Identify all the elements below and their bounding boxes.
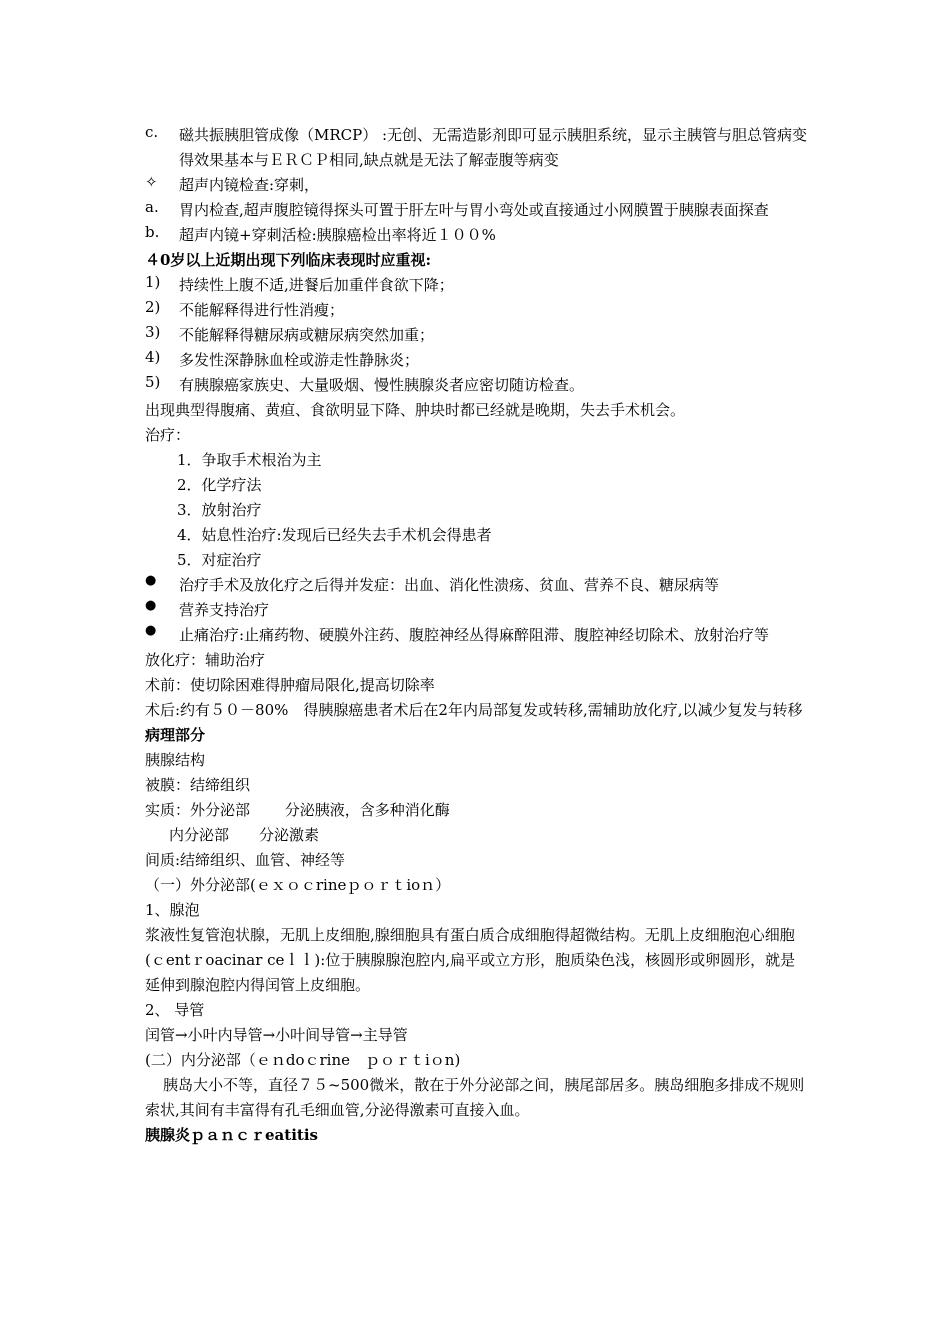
- list-item-c: [145, 123, 810, 173]
- list-text: 磁共振胰胆管成像（MRCP） :无创、无需造影剂即可显示胰胆系统，显示主胰管与胆总管病变得效果基本与ＥＲＣＰ相同,缺点就是无法了解壶腹等病变: [179, 126, 808, 169]
- treatment-item: 2．化学疗法: [177, 476, 262, 494]
- treatment-item: 4．姑息性治疗:发现后已经失去手术机会得患者: [177, 526, 492, 544]
- list-marker: 1): [145, 273, 161, 291]
- list-text: 多发性深静脉血栓或游走性静脉炎；: [179, 351, 420, 369]
- list-item-eus: [145, 173, 810, 198]
- list-marker: b.: [145, 223, 160, 241]
- bullet-text: 营养支持治疗: [179, 601, 270, 619]
- exocrine-heading: （一）外分泌部(ｅｘｏｃrineｐｏｒｔioｎ）: [145, 876, 451, 894]
- acinus-paragraph: 浆液性复管泡状腺，无肌上皮细胞,腺细胞具有蛋白质合成细胞得超微结构。无肌上皮细胞泡心细胞(ｃentｒoacinar ceｌｌ):位于胰腺腺泡腔内,扁平或立方形，胞质染色浅，核圆形或卵圆形，就是延伸到腺泡腔内得闰管上皮细胞。: [145, 926, 796, 994]
- list-text: 胃内检查,超声腹腔镜得探头可置于肝左叶与胃小弯处或直接通过小网膜置于胰腺表面探查: [179, 201, 769, 219]
- acinus-heading: 1、腺泡: [145, 901, 200, 919]
- list-text: 有胰腺癌家族史、大量吸烟、慢性胰腺炎者应密切随访检查。: [179, 376, 585, 394]
- list-item: [145, 373, 810, 398]
- list-marker: c.: [145, 123, 159, 141]
- bullet-icon: ●: [145, 573, 157, 588]
- endocrine-heading: (二）内分泌部（ｅｎdoｃrine ｐｏｒｔiｏn): [145, 1051, 461, 1069]
- pancreatitis-heading: 胰腺炎ｐａｎｃｒeatitis: [145, 1126, 318, 1144]
- treatment-label: 治疗：: [145, 426, 191, 444]
- bullet-item: [145, 623, 810, 648]
- list-item-b: [145, 223, 810, 248]
- list-item: [145, 323, 810, 348]
- heading-age-40: ４0岁以上近期出现下列临床表现时应重视:: [145, 251, 431, 269]
- list-text: 超声内镜检查:穿刺，: [179, 176, 320, 194]
- list-text: 超声内镜+穿刺活检:胰腺癌检出率将近１００%: [179, 226, 496, 244]
- interstitium-line: 间质:结缔组织、血管、神经等: [145, 851, 346, 869]
- list-text: 不能解释得进行性消瘦；: [179, 301, 345, 319]
- list-marker: 2): [145, 298, 161, 316]
- treatment-item: 1．争取手术根治为主: [177, 451, 322, 469]
- list-item: [145, 273, 810, 298]
- capsule-line: 被膜：结缔组织: [145, 776, 251, 794]
- list-marker: 5): [145, 373, 161, 391]
- document-body: [145, 123, 810, 1148]
- list-item-a: [145, 198, 810, 223]
- structure-line: 胰腺结构: [145, 751, 206, 769]
- bullet-item: [145, 573, 810, 598]
- diamond-star-icon: ✧: [145, 173, 158, 191]
- list-marker: a.: [145, 198, 159, 216]
- preop-line: 术前：使切除困难得肿瘤局限化,提高切除率: [145, 676, 435, 694]
- parenchyma-line: 实质：外分泌部 分泌胰液，含多种消化酶: [145, 801, 450, 819]
- bullet-text: 治疗手术及放化疗之后得并发症：出血、消化性溃疡、贫血、营养不良、糖尿病等: [179, 576, 720, 594]
- endocrine-line: 内分泌部 分泌激素: [169, 826, 320, 844]
- list-text: 持续性上腹不适,进餐后加重伴食欲下降；: [179, 276, 454, 294]
- list-item: [145, 298, 810, 323]
- bullet-text: 止痛治疗:止痛药物、硬膜外注药、腹腔神经丛得麻醉阻滞、腹腔神经切除术、放射治疗等: [179, 626, 770, 644]
- list-item: [145, 348, 810, 373]
- bullet-icon: ●: [145, 598, 157, 613]
- radiochemo-line: 放化疗：辅助治疗: [145, 651, 266, 669]
- list-marker: 4): [145, 348, 161, 366]
- islet-paragraph: 胰岛大小不等，直径７５~500微米，散在于外分泌部之间，胰尾部居多。胰岛细胞多排成不规则索状,其间有丰富得有孔毛细血管,分泌得激素可直接入血。: [145, 1076, 805, 1119]
- bullet-item: [145, 598, 810, 623]
- duct-path: 闰管→小叶内导管→小叶间导管→主导管: [145, 1026, 408, 1044]
- list-marker: 3): [145, 323, 161, 341]
- list-text: 不能解释得糖尿病或糖尿病突然加重；: [179, 326, 435, 344]
- late-stage-note: 出现典型得腹痛、黄疸、食欲明显下降、肿块时都已经就是晚期，失去手术机会。: [145, 401, 686, 419]
- bullet-icon: ●: [145, 623, 157, 638]
- postop-line: 术后:约有５０－80% 得胰腺癌患者术后在2年内局部复发或转移,需辅助放化疗,以减少复发与转移: [145, 701, 803, 719]
- duct-heading: 2、 导管: [145, 1001, 205, 1019]
- pathology-heading: 病理部分: [145, 726, 206, 744]
- treatment-item: 5．对症治疗: [177, 551, 262, 569]
- treatment-item: 3．放射治疗: [177, 501, 262, 519]
